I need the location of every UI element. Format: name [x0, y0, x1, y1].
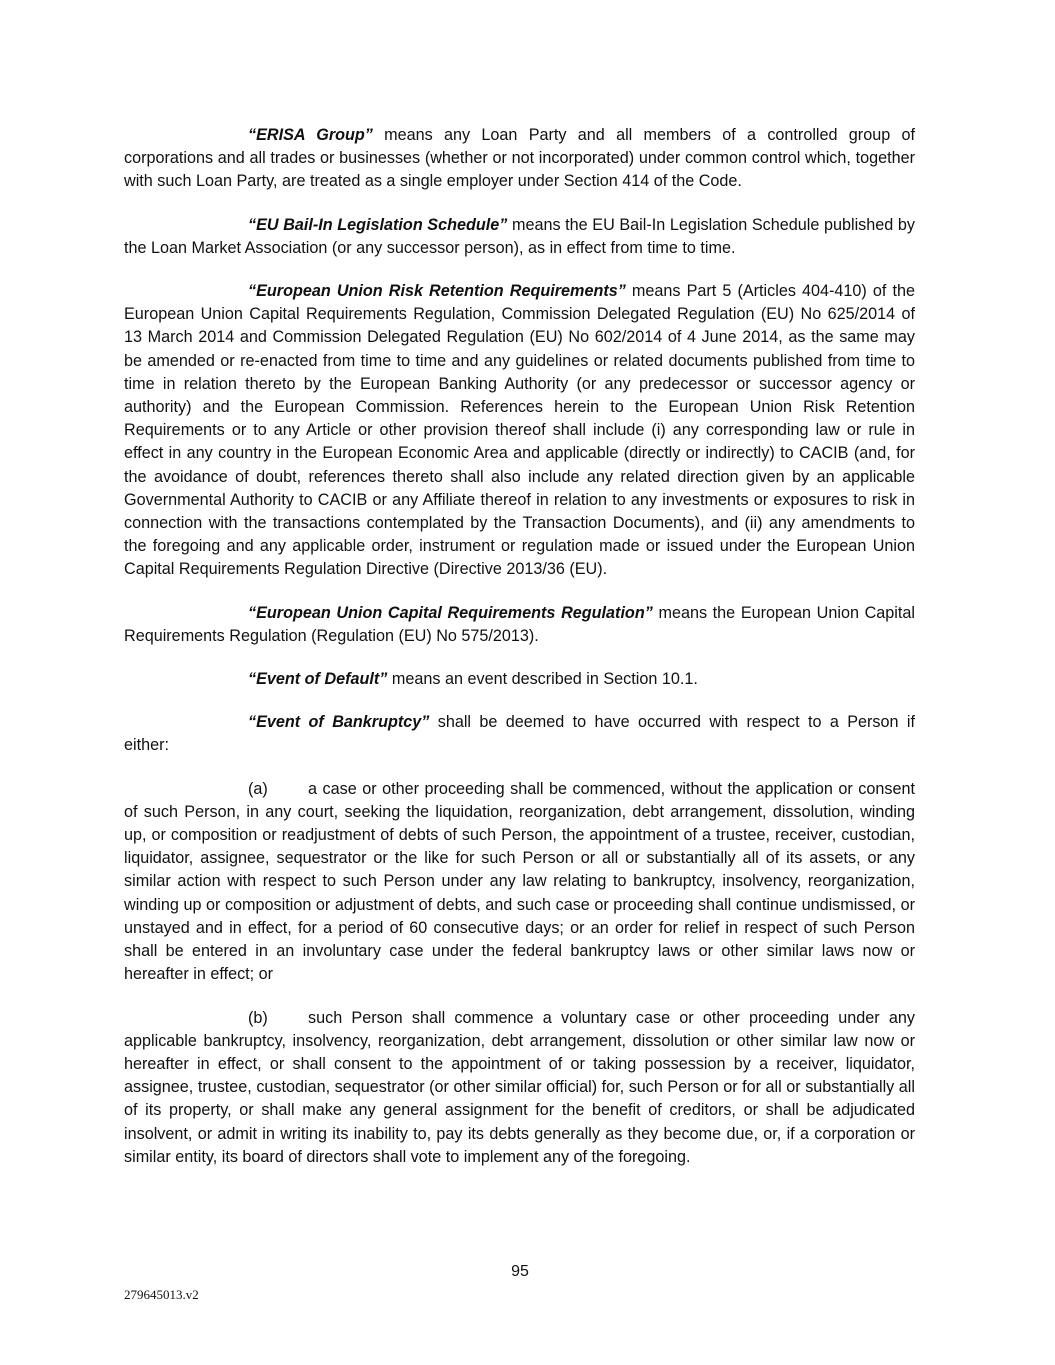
- defined-term: “European Union Capital Requirements Regulation”: [248, 603, 653, 622]
- clause-text: a case or other proceeding shall be commenced, without the application or consent of such Person, in any court, seeking the liquidation, reorganization, debt arrangement, dissolution, winding up, or composition or readjustment of debts of such Person, the appointment of a trustee, receiver, custodian, liquidator, assignee, sequestrator or the like for such Person or all or substantially all of its assets, or any similar action with respect to such Person under any law relating to bankruptcy, insolvency, reorganization, winding up or composition or adjustment of debts, and such case or proceeding shall continue undismissed, or unstayed and in effect, for a period of 60 consecutive days; or an order for relief in respect of such Person shall be entered in an involuntary case under the federal bankruptcy laws or other similar laws now or hereafter in effect; or: [124, 779, 915, 984]
- bankruptcy-lead-line: [124, 711, 915, 734]
- definition-erisa-group: [124, 124, 915, 194]
- definition-eu-capital-requirements: [124, 602, 915, 648]
- definition-text: means Part 5 (Articles 404-410) of the European Union Capital Requirements Regulation, Commission Delegated Regulation (EU) No 625/2014 of 13 March 2014 and Commission Delegated Regulation (EU) No 602/2014 of 4 June 2014, as the same may be amended or re-enacted from time to time and any guidelines or related documents published from time to time in relation thereto by the European Banking Authority (or any predecessor or successor agency or authority) and the European Commission. References herein to the European Union Risk Retention Requirements or to any Article or other provision thereof shall include (i) any corresponding law or rule in effect in any country in the European Economic Area and applicable (directly or indirectly) to CACIB (and, for the avoidance of doubt, references thereto shall also include any related direction given by an applicable Governmental Authority to CACIB or any Affiliate thereof in relation to any investments or exposures to risk in connection with the transactions contemplated by the Transaction Documents), and (ii) any amendments to the foregoing and any applicable order, instrument or regulation made or issued under the European Union Capital Requirements Regulation Directive (Directive 2013/36 (EU).: [124, 282, 915, 579]
- document-id: 279645013.v2: [124, 1287, 199, 1302]
- definition-event-of-bankruptcy: [124, 711, 915, 757]
- definition-text: means the European Union Capital Requirements Regulation (Regulation (EU) No 575/2013).: [124, 603, 915, 645]
- defined-term: “Event of Default”: [248, 670, 388, 689]
- clause-label: (b): [248, 1008, 268, 1027]
- defined-term: “ERISA Group”: [248, 126, 373, 144]
- defined-term: “Event of Bankruptcy”: [248, 713, 430, 732]
- definition-text: means any Loan Party and all members of a controlled group of corporations and all trades or businesses (whether or not incorporated) under common control which, together with such Loan Party, are treated as a single employer under Section 414 of the Code.: [124, 126, 915, 191]
- page-number: 95: [511, 1263, 529, 1280]
- bankruptcy-tail-line: either:: [124, 736, 169, 755]
- definition-text: means the EU Bail-In Legislation Schedule published by the Loan Market Association (or any successor person), as in effect from time to time.: [124, 215, 915, 257]
- definition-eu-risk-retention: [124, 280, 915, 582]
- clause-label: (a): [248, 779, 268, 798]
- definition-event-of-default: [124, 668, 915, 691]
- bankruptcy-clause-a: [124, 778, 915, 987]
- definition-text: shall be deemed to have occurred with respect to a Person if: [429, 713, 915, 732]
- definition-eu-bail-in-schedule: [124, 214, 915, 260]
- bankruptcy-clause-b: [124, 1007, 915, 1169]
- definition-text: means an event described in Section 10.1.: [387, 670, 698, 689]
- clause-text: such Person shall commence a voluntary case or other proceeding under any applicable bankruptcy, insolvency, reorganization, debt arrangement, dissolution or other similar law now or hereafter in effect, or shall consent to the appointment of or taking possession by a receiver, liquidator, assignee, trustee, custodian, sequestrator (or other similar official) for, such Person or for all or substantially all of its property, or shall make any general assignment for the benefit of creditors, or shall be adjudicated insolvent, or admit in writing its inability to, pay its debts generally as they become due, or, if a corporation or similar entity, its board of directors shall vote to implement any of the foregoing.: [124, 1008, 915, 1166]
- document-body: [124, 124, 915, 1189]
- defined-term: “European Union Risk Retention Requirements”: [248, 282, 626, 301]
- defined-term: “EU Bail-In Legislation Schedule”: [248, 215, 508, 234]
